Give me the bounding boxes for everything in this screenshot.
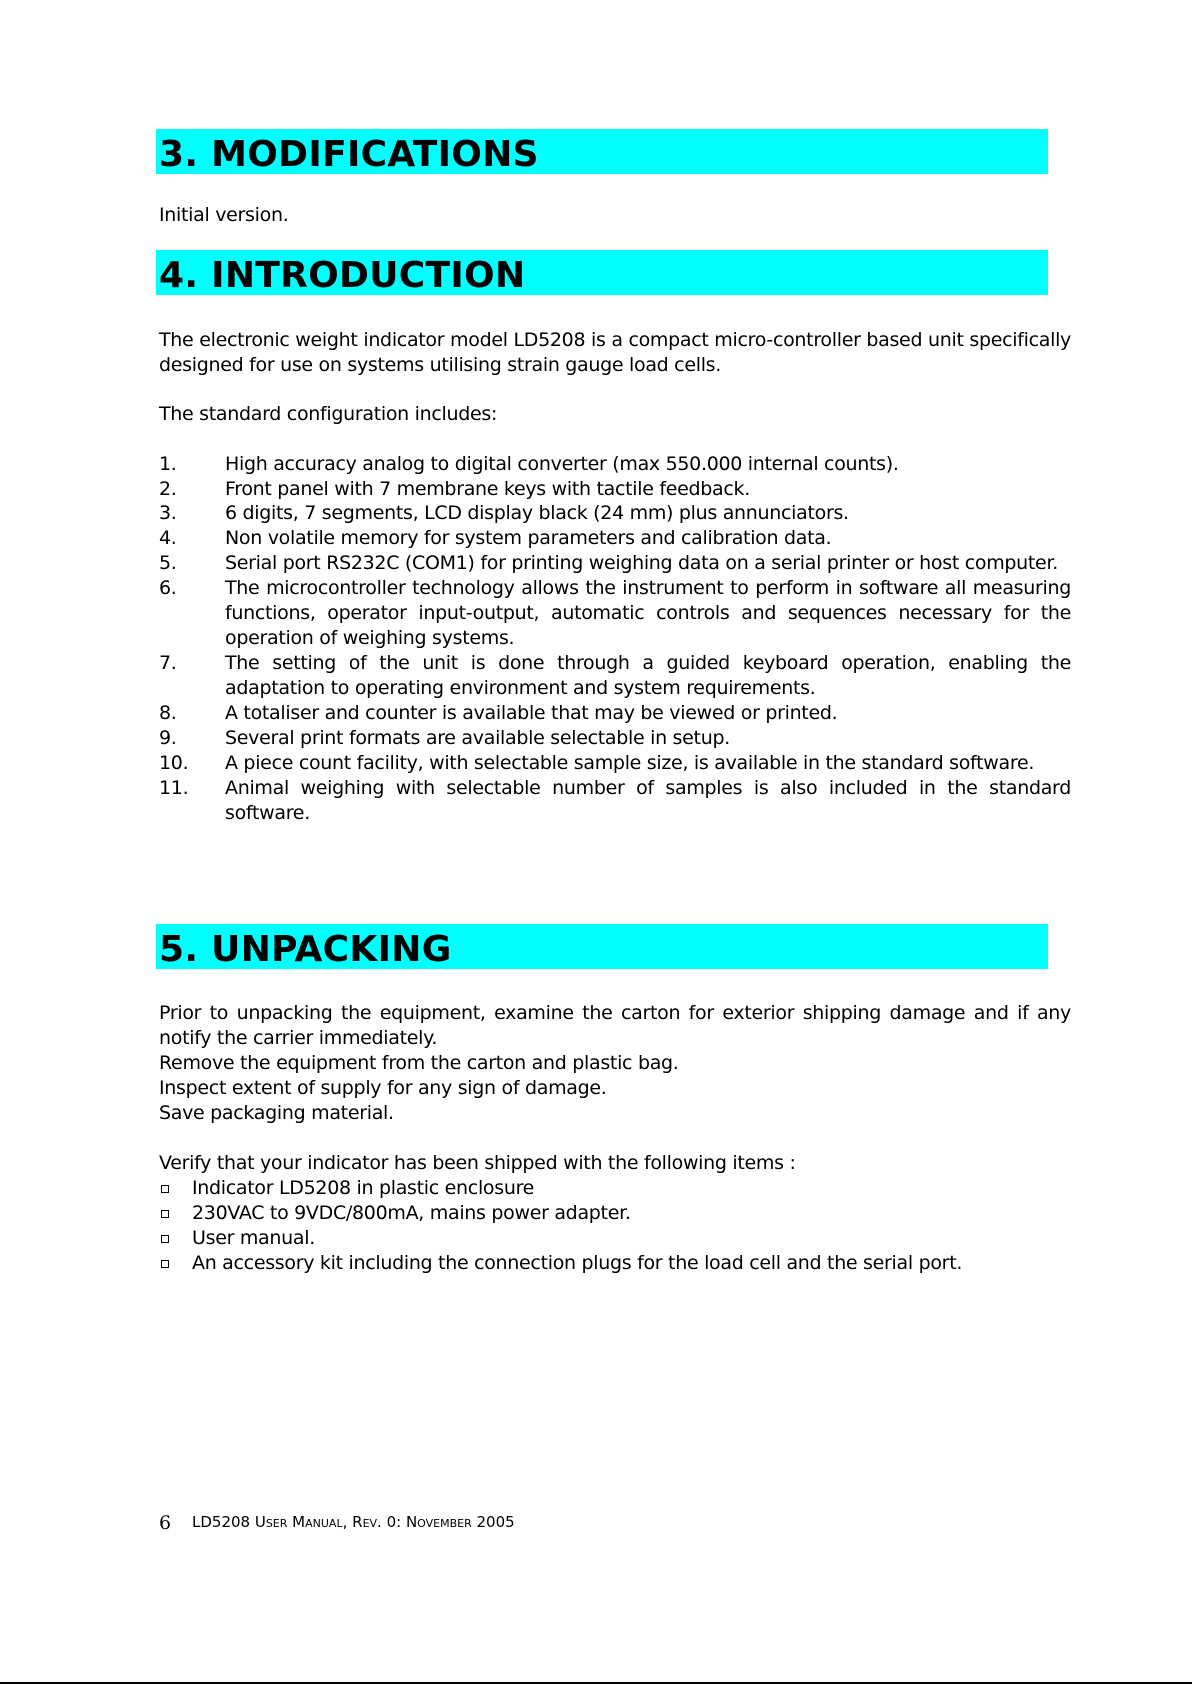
bullet-item: Indicator LD5208 in plastic enclosure [192,1177,535,1199]
list-number: 2. [159,478,177,500]
list-item: The microcontroller technology allows the instrument to perform in software all measuring functions, operator input-output, automatic controls and sequences necessary for the operation of weighing systems. [225,577,1071,649]
list-item: 6 digits, 7 segments, LCD display black (24 mm) plus annunciators. [225,502,849,524]
page-bottom-border [0,1682,1192,1684]
list-number: 5. [159,552,177,574]
checkbox-bullet-icon [161,1260,169,1268]
modifications-body: Initial version. [159,204,289,226]
list-number: 6. [159,577,177,599]
verify-intro: Verify that your indicator has been shipped with the following items : [159,1152,796,1174]
checkbox-bullet-icon [161,1210,169,1218]
list-item: Animal weighing with selectable number of samples is also included in the standard software. [225,777,1071,824]
introduction-paragraph: The electronic weight indicator model LD5208 is a compact micro-controller based unit specifically designed for use on systems utilising strain gauge load cells. [159,329,1071,376]
unpacking-paragraph: Prior to unpacking the equipment, examine the carton for exterior shipping damage and if any notify the carrier immediately. [159,1002,1071,1049]
bullet-item: User manual. [192,1227,315,1249]
section-heading-unpacking: 5. UNPACKING [159,929,452,970]
unpacking-line: Save packaging material. [159,1102,394,1124]
page-footer [159,1512,515,1534]
page-number: 6 [159,1512,172,1534]
list-item: High accuracy analog to digital converter (max 550.000 internal counts). [225,453,899,475]
list-item: Front panel with 7 membrane keys with tactile feedback. [225,478,750,500]
section-heading-banner [156,129,1048,174]
list-item: A totaliser and counter is available that may be viewed or printed. [225,702,838,724]
configuration-intro: The standard configuration includes: [159,403,498,425]
list-item: A piece count facility, with selectable sample size, is available in the standard software. [225,752,1035,774]
section-heading-introduction: 4. INTRODUCTION [159,255,526,296]
list-number: 3. [159,502,177,524]
list-item: The setting of the unit is done through a guided keyboard operation, enabling the adaptation to operating environment and system requirements. [225,652,1071,699]
checkbox-bullet-icon [161,1185,169,1193]
bullet-item: An accessory kit including the connection plugs for the load cell and the serial port. [192,1252,963,1274]
section-heading-banner [156,924,1048,969]
list-number: 11. [159,777,189,799]
bullet-item: 230VAC to 9VDC/800mA, mains power adapter. [192,1202,631,1224]
section-heading-banner [156,250,1048,295]
section-heading-modifications: 3. MODIFICATIONS [159,134,539,175]
checkbox-bullet-icon [161,1235,169,1243]
list-number: 8. [159,702,177,724]
list-number: 1. [159,453,177,475]
list-item: Serial port RS232C (COM1) for printing weighing data on a serial printer or host computer. [225,552,1058,574]
list-number: 10. [159,752,189,774]
list-item: Several print formats are available selectable in setup. [225,727,730,749]
footer-title: LD5208 USER MANUAL, REV. 0: NOVEMBER 2005 [192,1513,515,1531]
list-number: 7. [159,652,177,674]
list-item: Non volatile memory for system parameters and calibration data. [225,527,832,549]
unpacking-line: Remove the equipment from the carton and plastic bag. [159,1052,679,1074]
list-number: 9. [159,727,177,749]
unpacking-line: Inspect extent of supply for any sign of damage. [159,1077,607,1099]
list-number: 4. [159,527,177,549]
